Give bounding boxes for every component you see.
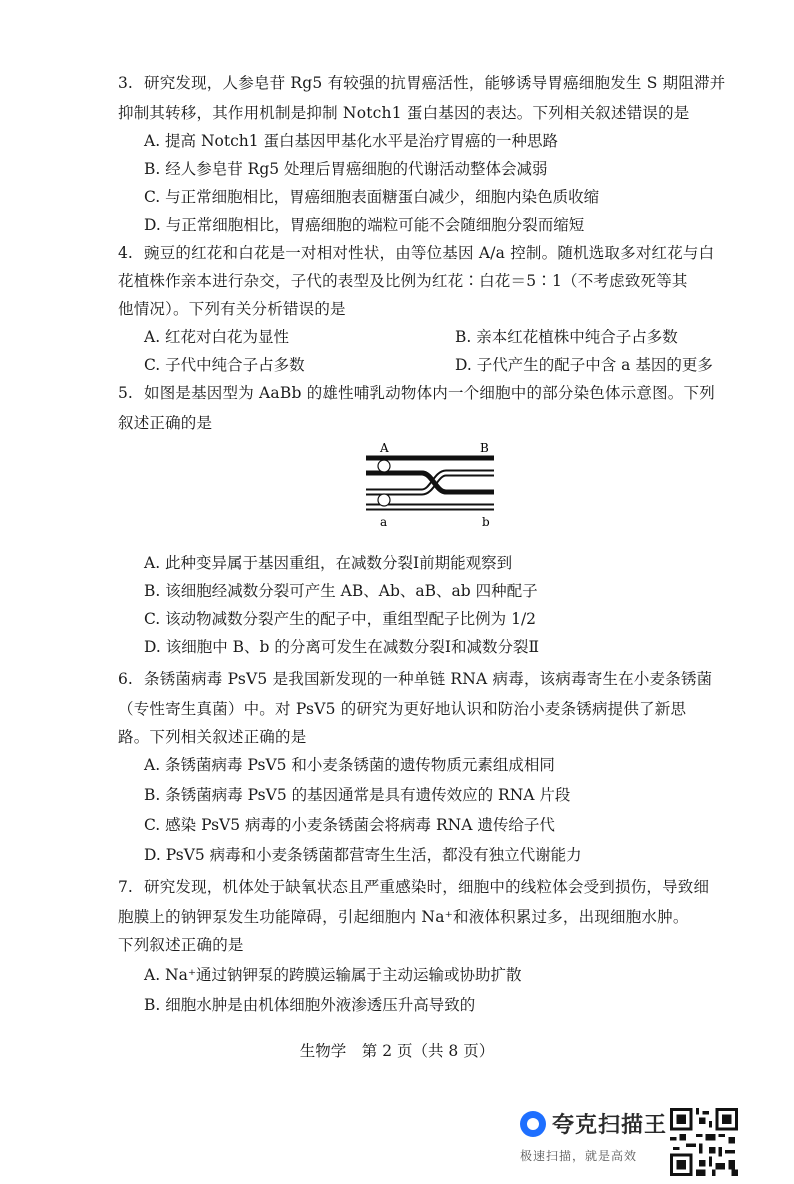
question-3-stem: 研究发现，人参皂苷 Rg5 有较强的抗胃癌活性，能够诱导胃癌细胞发生 S 期阻滞并 [144,74,726,92]
question-7-option-b: B. 细胞水肿是由机体细胞外液渗透压升高导致的 [144,996,476,1014]
label-b: b [482,515,490,529]
question-6-option-d: D. PsV5 病毒和小麦条锈菌都营寄生生活，都没有独立代谢能力 [144,846,582,864]
question-4-stem-cont: 花植株作亲本进行杂交，子代的表型及比例为红花∶白花＝5∶1（不考虑致死等其 [118,272,688,290]
page-footer: 生物学 第 2 页（共 8 页） [299,1042,495,1060]
question-3-number: 3. [118,74,133,92]
question-4-number: 4. [118,244,133,262]
question-5-option-c: C. 该动物减数分裂产生的配子中，重组型配子比例为 1/2 [144,610,537,628]
question-3-option-b: B. 经人参皂苷 Rg5 处理后胃癌细胞的代谢活动整体会减弱 [144,160,548,178]
scanner-watermark [520,1108,670,1178]
label-B: B [480,441,489,455]
label-A: A [380,441,389,455]
question-3-option-a: A. 提高 Notch1 蛋白基因甲基化水平是治疗胃癌的一种思路 [144,132,559,150]
question-5-option-d: D. 该细胞中 B、b 的分离可发生在减数分裂Ⅰ和减数分裂Ⅱ [144,638,540,656]
question-6-option-b: B. 条锈菌病毒 PsV5 的基因通常是具有遗传效应的 RNA 片段 [144,786,571,804]
centromere-upper [378,460,390,472]
question-7-stem-cont2: 下列叙述正确的是 [118,936,244,954]
centromere-lower [378,494,390,506]
question-6-stem: 条锈菌病毒 PsV5 是我国新发现的一种单链 RNA 病毒，该病毒寄生在小麦条锈菌 [144,670,713,688]
question-5-option-a: A. 此种变异属于基因重组，在减数分裂Ⅰ前期能观察到 [144,554,513,572]
question-3-stem-cont: 抑制其转移，其作用机制是抑制 Notch1 蛋白基因的表达。下列相关叙述错误的是 [118,104,690,122]
question-5-option-b: B. 该细胞经减数分裂可产生 AB、Ab、aB、ab 四种配子 [144,582,538,600]
question-6-option-c: C. 感染 PsV5 病毒的小麦条锈菌会将病毒 RNA 遗传给子代 [144,816,555,834]
question-6-stem-cont: （专性寄生真菌）中。对 PsV5 的研究为更好地认识和防治小麦条锈病提供了新思 [118,700,687,718]
quark-logo-icon [520,1111,546,1137]
question-4-option-d: D. 子代产生的配子中含 a 基因的更多 [455,356,713,374]
question-3-option-c: C. 与正常细胞相比，胃癌细胞表面糖蛋白减少，细胞内染色质收缩 [144,188,600,206]
question-3-option-d: D. 与正常细胞相比，胃癌细胞的端粒可能不会随细胞分裂而缩短 [144,216,585,234]
question-6-number: 6. [118,670,133,688]
watermark-name: 夸克扫描王 [552,1113,668,1138]
question-6-stem-cont2: 路。下列相关叙述正确的是 [118,728,307,746]
question-7-stem: 研究发现，机体处于缺氧状态且严重感染时，细胞中的线粒体会受到损伤，导致细 [144,878,710,896]
question-4-option-c: C. 子代中纯合子占多数 [144,356,305,374]
chromosome-crossover-figure [360,440,500,530]
question-7-number: 7. [118,878,133,896]
question-4-option-a: A. 红花对白花为显性 [144,328,290,346]
question-7-option-a: A. Na⁺通过钠钾泵的跨膜运输属于主动运输或协助扩散 [144,966,522,984]
label-a: a [380,515,388,529]
question-4-option-b: B. 亲本红花植株中纯合子占多数 [455,328,678,346]
question-6-option-a: A. 条锈菌病毒 PsV5 和小麦条锈菌的遗传物质元素组成相同 [144,756,555,774]
qr-code-icon [670,1108,738,1176]
question-4-stem: 豌豆的红花和白花是一对相对性状，由等位基因 A/a 控制。随机选取多对红花与白 [144,244,715,262]
question-7-stem-cont: 胞膜上的钠钾泵发生功能障碍，引起细胞内 Na⁺和液体积累过多，出现细胞水肿。 [118,908,689,926]
question-5-number: 5. [118,384,133,402]
question-4-stem-cont2: 他情况）。下列有关分析错误的是 [118,300,346,318]
question-5-stem-cont: 叙述正确的是 [118,414,213,432]
watermark-slogan: 极速扫描，就是高效 [520,1149,638,1163]
question-5-stem: 如图是基因型为 AaBb 的雄性哺乳动物体内一个细胞中的部分染色体示意图。下列 [144,384,715,402]
